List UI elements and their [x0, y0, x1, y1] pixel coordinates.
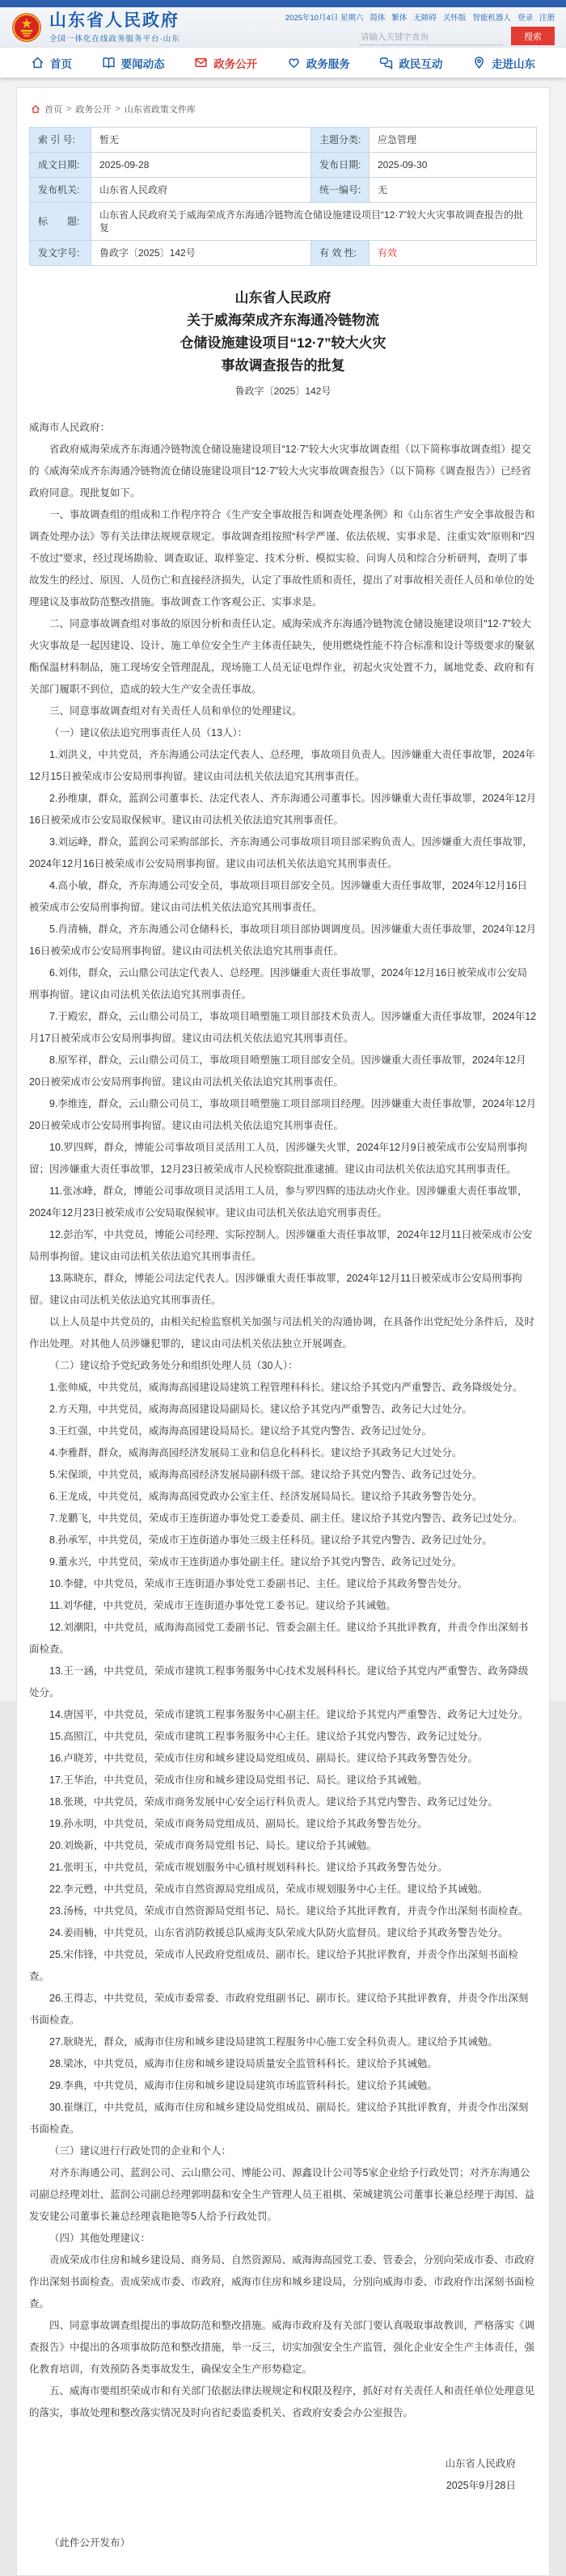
document-title-line: 仓储设施建设项目“12·7”较大火灾	[180, 335, 386, 351]
utility-link[interactable]: 关怀版	[442, 14, 467, 23]
doc-paragraph: 12.刘潮阳，中共党员，威海海高园党工委副书记、管委会副主任。建议给予其批评教育，并责令作出深刻书面检查。	[29, 1622, 529, 1655]
meta-table-row	[30, 128, 537, 153]
doc-paragraph: 8.原军祥，群众，云山鼎公司员工，事故项目喷塑施工项目部安全员。因涉嫌重大责任事故罪，2024年12月20日被荣成市公安局刑事拘留。建议由司法机关依法追究其刑事责任。	[29, 1054, 526, 1088]
doc-paragraph: 13.陈晓东，群众，博能公司法定代表人。因涉嫌重大责任事故罪，2024年12月11日被荣成市公安局刑事拘留。建议由司法机关依法追究其刑事责任。	[29, 1273, 522, 1306]
document-number: 鲁政字〔2025〕142号	[234, 385, 332, 397]
search-input[interactable]	[359, 30, 503, 45]
nav-item-label: 政务服务	[306, 57, 350, 70]
nav-item-政务公开[interactable]	[194, 55, 257, 71]
doc-paragraph: 对齐东海通公司、蓝润公司、云山鼎公司、博能公司、源鑫设计公司等5家企业给予行政处罚；对齐东海通公司副总经理刘壮、蓝润公司副总经理郭明磊和安全生产管理人员王祖棋、荣城建筑公司董事长兼总经理于海国、益发安建公司董事长兼总经理袁艳艳等5人给予行政处罚。	[29, 2167, 535, 2222]
meta-table-row	[30, 241, 537, 266]
breadcrumb-separator: >	[66, 104, 72, 114]
top-blue-bar	[0, 0, 566, 7]
meta-label: 统一编号:	[311, 178, 370, 203]
document-title	[29, 287, 537, 377]
meta-label: 标 题:	[30, 203, 91, 241]
doc-paragraph: 五、威海市要组织荣成市和有关部门依据法律法规规定和权限及程序，抓好对有关责任人和责任单位处理意见的落实，事故处理和整改落实情况及时向省纪委监委机关、省政府安委会办公室报告。	[29, 2385, 535, 2418]
doc-paragraph: 以上人员是中共党员的，由相关纪检监察机关加强与司法机关的沟通协调，在具备作出党纪处分条件后，及时作出处理。对其他人员涉嫌犯罪的，建议由司法机关依法独立开展调查。	[29, 1316, 535, 1349]
doc-paragraph: （三）建议进行行政处罚的企业和个人：	[49, 2145, 232, 2157]
disclosure-envelope-icon	[194, 56, 208, 69]
home-icon	[31, 104, 40, 114]
nav-item-走进山东[interactable]	[472, 55, 535, 71]
content-area	[0, 78, 566, 2576]
nav-item-label: 政务公开	[213, 57, 258, 70]
doc-paragraph: 11.张冰峰，群众，博能公司事故项目灵活用工人员，参与罗四辉的违法动火作业。因涉嫌重大责任事故罪，2024年12月23日被荣成市公安局取保候审。建议由司法机关依法追究刑事责任。	[29, 1185, 528, 1219]
utility-links	[370, 11, 555, 23]
meta-value: 山东省人民政府	[91, 178, 311, 203]
doc-paragraph: 4.高小敏，群众，齐东海通公司安全员，事故项目项目部安全员。因涉嫌重大责任事故罪，2024年12月16日被荣成市公安局刑事拘留。建议由司法机关依法追究其刑事责任。	[29, 880, 528, 913]
doc-paragraph: 10.李健，中共党员，荣成市王连街道办事处党工委副书记、主任。建议给予其政务警告处分。	[49, 1578, 468, 1589]
doc-paragraph: 25.宋伟锋，中共党员，荣成市人民政府党组成员、副市长。建议给予其批评教育，并责令作出深刻书面检查。	[29, 1949, 518, 1982]
doc-paragraph: 27.耿晓光，群众，威海市住房和城乡建设局建筑工程服务中心施工安全科负责人。建议给予其诫勉。	[49, 2036, 498, 2048]
document-title-line: 山东省人民政府	[234, 290, 332, 305]
meta-value: 无	[370, 178, 537, 203]
utility-link[interactable]: 智能机器人	[472, 14, 511, 23]
salutation: 威海市人民政府：	[29, 422, 111, 433]
meta-label: 发布机关:	[30, 178, 91, 203]
nav-item-政务服务[interactable]	[287, 55, 350, 71]
document-title-line: 关于威海荣成齐东海通冷链物流	[187, 313, 379, 328]
doc-paragraph: 13.王一涵，中共党员，荣成市建筑工程事务服务中心技术发展科科长。建议给予其党内严重警告、政务降级处分。	[29, 1665, 529, 1698]
doc-paragraph: 2.孙维康，群众，蓝润公司董事长、法定代表人、齐东海通公司董事长。因涉嫌重大责任事故罪，2024年12月16日被荣成市公安局取保候审。建议由司法机关依法追究其刑事责任。	[29, 793, 537, 826]
doc-paragraph: 16.卢晓芳，中共党员，荣成市住房和城乡建设局党组成员、副局长。建议给予其政务警告处分。	[49, 1753, 478, 1764]
doc-paragraph: 9.董永兴，中共党员，荣成市王连街道办事处副主任。建议给予其党内警告、政务记过处分。	[49, 1556, 463, 1568]
doc-paragraph: 7.龙鹏飞，中共党员，荣成市王连街道办事处党工委委员、副主任。建议给予其党内警告、政务记过处分。	[49, 1513, 523, 1524]
meta-label: 主题分类:	[311, 128, 370, 153]
doc-paragraph: 四、同意事故调查组提出的事故防范和整改措施。威海市政府及有关部门要认真吸取事故教训，严格落实《调查报告》中提出的各项事故防范和整改措施，举一反三，切实加强安全生产监管，强化企业安全生产主体责任，强化教育培训，有效预防各类事故发生，确保安全生产形势稳定。	[29, 2320, 535, 2375]
site-subtitle: 全国一体化在线政务服务平台·山东	[49, 35, 180, 44]
meta-value: 应急管理	[370, 128, 537, 153]
nav-item-政民互动[interactable]	[379, 55, 442, 71]
doc-paragraph: 26.王得志，中共党员，荣成市委常委、市政府党组副书记、副市长。建议给予其批评教育，并责令作出深刻书面检查。	[29, 1993, 529, 2026]
signature-line: 山东省人民政府	[445, 2458, 516, 2469]
site-title: 山东省人民政府	[49, 11, 180, 30]
nav-item-label: 要闻动态	[120, 57, 165, 70]
doc-paragraph: （四）其他处理建议：	[49, 2233, 151, 2244]
breadcrumb-item: 山东省政策文件库	[124, 105, 196, 115]
header-right	[285, 10, 555, 45]
doc-paragraph: 1.张帅威，中共党员，威海海高园建设局建筑工程管理科科长。建议给予其党内严重警告、政务降级处分。	[49, 1382, 523, 1393]
utility-link[interactable]: 繁体	[391, 14, 408, 23]
doc-paragraph: 15.高照江，中共党员，荣成市建筑工程事务服务中心主任。建议给予其党内警告、政务记过处分。	[49, 1731, 488, 1742]
doc-paragraph: 20.刘焕新，中共党员，荣成市商务局党组书记、局长。建议给予其诫勉。	[49, 1840, 377, 1851]
utility-link[interactable]: 登录	[517, 14, 533, 23]
service-heart-icon	[287, 56, 301, 69]
doc-paragraph: 7.于殿宏，群众，云山鼎公司员工，事故项目喷塑施工项目部技术负责人。因涉嫌重大责任事故罪，2024年12月17日被荣成市公安局刑事拘留。建议由司法机关依法追究其刑事责任。	[29, 1011, 537, 1044]
meta-table-row	[30, 153, 537, 178]
doc-paragraph: 5.肖清楠，群众，齐东海通公司仓储科长，事故项目项目部协调调度员。因涉嫌重大责任事故罪，2024年12月16日被荣成市公安局刑事拘留。建议由司法机关依法追究其刑事责任。	[29, 924, 537, 957]
meta-label: 发布日期:	[311, 153, 370, 178]
nav-item-label: 首页	[50, 57, 72, 70]
doc-paragraph: 一、事故调查组的组成和工作程序符合《生产安全事故报告和调查处理条例》和《山东省生产安全事故报告和调查处理办法》等有关法律法规规章规定。事故调查组按照“科学严谨、依法依规、实事求是、注重实效”原则和“四不放过”要求，经过现场勘验、调查取证、取样鉴定、技术分析、模拟实验、问询人员和综合分析研判，查明了事故发生的经过、原因、人员伤亡和直接经济损失，认定了事故性质和责任，提出了对事故相关责任人员和单位的处理建议及事故防范整改措施。事故调查工作客观公正、实事求是。	[29, 509, 535, 608]
doc-paragraph: 18.张瑛，中共党员，荣成市商务发展中心安全运行科负责人。建议给予其党内警告、政务记过处分。	[49, 1796, 498, 1808]
document-card	[16, 87, 550, 2576]
doc-paragraph: 9.李维连，群众，云山鼎公司员工，事故项目喷塑施工项目部项目经理。因涉嫌重大责任事故罪，2024年12月20日被荣成市公安局刑事拘留。建议由司法机关依法追究其刑事责任。	[29, 1098, 537, 1131]
search-area	[359, 27, 555, 45]
meta-label: 有 效 性:	[311, 241, 370, 266]
national-emblem-icon	[11, 12, 42, 43]
news-book-icon	[102, 56, 116, 69]
doc-paragraph: 11.刘华健，中共党员，荣成市王连街道办事处党工委书记。建议给予其诫勉。	[49, 1600, 396, 1611]
utility-link[interactable]: 简体	[370, 14, 386, 23]
document-meta-table	[29, 127, 537, 266]
doc-paragraph: 4.李雅群，群众，威海海高园经济发展局工业和信息化科科长。建议给予其政务记大过处分。	[49, 1447, 463, 1458]
signature-line: 2025年9月28日	[446, 2480, 516, 2491]
document-body	[29, 417, 537, 2554]
search-button[interactable]: 搜索	[511, 27, 555, 45]
meta-label: 索 引 号:	[30, 128, 91, 153]
meta-value: 有效	[370, 241, 537, 266]
doc-paragraph: 二、同意事故调查组对事故的原因分析和责任认定。威海荣成齐东海通冷链物流仓储设施建设项目“12·7”较大火灾事故是一起因建设、设计、施工单位安全生产主体责任缺失，使用燃烧性能不符合标准和设计等级要求的聚氨酯保温材料制品，施工现场安全管理混乱，现场施工人员无证电焊作业，初起火灾处置不力，属地党委、政府和有关部门履职不到位，造成的较大生产安全责任事故。	[29, 618, 535, 695]
date-text: 2025年10月4日 星期六	[285, 14, 364, 23]
doc-paragraph: 责成荣成市住房和城乡建设局、商务局、自然资源局、威海海高园党工委、管委会，分别向荣成市委、市政府作出深刻书面检查。责成荣成市委、市政府，威海市住房和城乡建设局，分别向威海市委、市政府作出深刻书面检查。	[29, 2254, 535, 2309]
home-icon	[31, 56, 44, 69]
site-identity	[49, 11, 180, 44]
doc-paragraph: 6.刘伟，群众，云山鼎公司法定代表人、总经理。因涉嫌重大责任事故罪，2024年12月16日被荣成市公安局刑事拘留。建议由司法机关依法追究其刑事责任。	[29, 967, 528, 1000]
meta-table-row	[30, 178, 537, 203]
doc-paragraph: 23.汤杨，中共党员，荣成市自然资源局党组书记、局长。建议给予其批评教育，并责令作出深刻书面检查。	[49, 1905, 529, 1917]
paragraph-list	[29, 439, 537, 2424]
main-nav	[0, 48, 566, 78]
meta-label: 成文日期:	[30, 153, 91, 178]
utility-link[interactable]: 注册	[539, 14, 555, 23]
doc-paragraph: 1.刘洪义，中共党员，齐东海通公司法定代表人、总经理，事故项目负责人。因涉嫌重大责任事故罪，2024年12月15日被荣成市公安局刑事拘留。建议由司法机关依法追究其刑事责任。	[29, 749, 535, 782]
document-title-line: 事故调查报告的批复	[221, 358, 345, 373]
doc-paragraph: 22.李元甦，中共党员，荣成市自然资源局党组成员，荣成市规划服务中心主任。建议给予其诫勉。	[49, 1884, 488, 1895]
utility-bar	[285, 11, 555, 23]
doc-paragraph: （二）建议给予党纪政务处分和组织处理人员（30人）：	[49, 1360, 298, 1371]
meta-value: 2025-09-28	[91, 153, 311, 178]
breadcrumb-separator: >	[115, 104, 120, 114]
doc-paragraph: 14.唐国平，中共党员，荣成市建筑工程事务服务中心副主任。建议给予其党内严重警告、政务记大过处分。	[49, 1709, 529, 1720]
doc-paragraph: 三、同意事故调查组对有关责任人员和单位的处理建议。	[49, 705, 302, 717]
interaction-chat-icon	[379, 56, 393, 69]
meta-value: 鲁政字〔2025〕142号	[91, 241, 311, 266]
doc-paragraph: 17.王华治，中共党员，荣成市住房和城乡建设局党组书记、局长。建议给予其诫勉。	[49, 1774, 428, 1786]
doc-paragraph: 21.张明玉，中共党员，荣成市规划服务中心镇村规划科科长。建议给予其政务警告处分。	[49, 1862, 448, 1873]
doc-paragraph: 28.梁冰，中共党员，威海市住房和城乡建设局质量安全监管科科长。建议给予其诫勉。	[49, 2058, 437, 2069]
doc-paragraph: 10.罗四辉，群众，博能公司事故项目灵活用工人员，因涉嫌失火罪，2024年12月9日被荣成市公安局刑事拘留；因涉嫌重大责任事故罪，12月23日被荣成市人民检察院批准逮捕。建议由司法机关依法追究其刑事责任。	[29, 1142, 528, 1175]
meta-value: 山东省人民政府关于威海荣成齐东海通冷链物流仓储设施建设项目“12·7”较大火灾事故调查报告的批复	[91, 203, 537, 241]
doc-paragraph: 3.刘运峰，群众，蓝润公司采购部部长、齐东海通公司事故项目项目部采购负责人。因涉嫌重大责任事故罪，2024年12月16日被荣成市公安局刑事拘留。建议由司法机关依法追究其刑事责任。	[29, 836, 533, 869]
nav-item-要闻动态[interactable]	[102, 55, 165, 71]
doc-paragraph: 30.崔继江，中共党员，威海市住房和城乡建设局党组成员、副局长。建议给予其批评教育，并责令作出深刻书面检查。	[29, 2102, 529, 2135]
breadcrumb-item[interactable]: 首页	[44, 105, 62, 115]
doc-paragraph: 省政府威海荣成齐东海通冷链物流仓储设施建设项目“12·7”较大火灾事故调查组（以下简称事故调查组）提交的《威海荣成齐东海通冷链物流仓储设施建设项目“12·7”较大火灾事故调查报告》（以下简称《调查报告》）已经省政府同意。现批复如下。	[29, 444, 531, 499]
doc-paragraph: 5.宋保颂，中共党员，威海海高园经济发展局副科级干部。建议给予其党内警告、政务记过处分。	[49, 1469, 483, 1480]
doc-paragraph: 24.姜雨楠，中共党员，山东省消防救援总队威海支队荣成大队防火监督员。建议给予其政务警告处分。	[49, 1927, 509, 1938]
public-release-note: （此件公开发布）	[49, 2537, 131, 2549]
utility-link[interactable]: 无障碍	[413, 14, 437, 23]
nav-item-首页[interactable]	[31, 55, 72, 71]
signature-block	[29, 2453, 537, 2497]
nav-item-label: 走进山东	[491, 57, 535, 70]
doc-paragraph: 3.王红强，中共党员，威海海高园建设局局长。建议给予其党内警告、政务记过处分。	[49, 1425, 432, 1437]
doc-paragraph: 8.孙承军，中共党员，荣成市王连街道办事处三级主任科员。建议给予其党内警告、政务记过处分。	[49, 1534, 492, 1546]
meta-value: 2025-09-30	[370, 153, 537, 178]
breadcrumb	[29, 96, 537, 127]
doc-paragraph: 29.李典，中共党员，威海市住房和城乡建设局建筑市场监管科科长。建议给予其诫勉。	[49, 2080, 437, 2091]
breadcrumb-item[interactable]: 政务公开	[75, 105, 112, 115]
meta-value: 暂无	[91, 128, 311, 153]
meta-label: 发文字号:	[30, 241, 91, 266]
map-pin-icon	[472, 56, 486, 69]
doc-paragraph: 12.彭治军，中共党员，博能公司经理、实际控制人。因涉嫌重大责任事故罪，2024年12月11日被荣成市公安局刑事拘留。建议由司法机关依法追究其刑事责任。	[29, 1229, 533, 1262]
meta-table-row	[30, 203, 537, 241]
doc-paragraph: 19.孙永明，中共党员，荣成市商务局党组成员、副局长。建议给予其政务警告处分。	[49, 1818, 428, 1829]
nav-item-label: 政民互动	[399, 57, 443, 70]
doc-paragraph: （一）建议依法追究刑事责任人员（13人）：	[49, 727, 248, 739]
doc-paragraph: 2.方天翔，中共党员，威海海高园建设局副局长。建议给予其党内严重警告、政务记大过处分。	[49, 1404, 472, 1415]
doc-paragraph: 6.王龙成，中共党员，威海海高园党政办公室主任、经济发展局局长。建议给予其政务警告处分。	[49, 1491, 483, 1502]
site-header	[0, 7, 566, 48]
